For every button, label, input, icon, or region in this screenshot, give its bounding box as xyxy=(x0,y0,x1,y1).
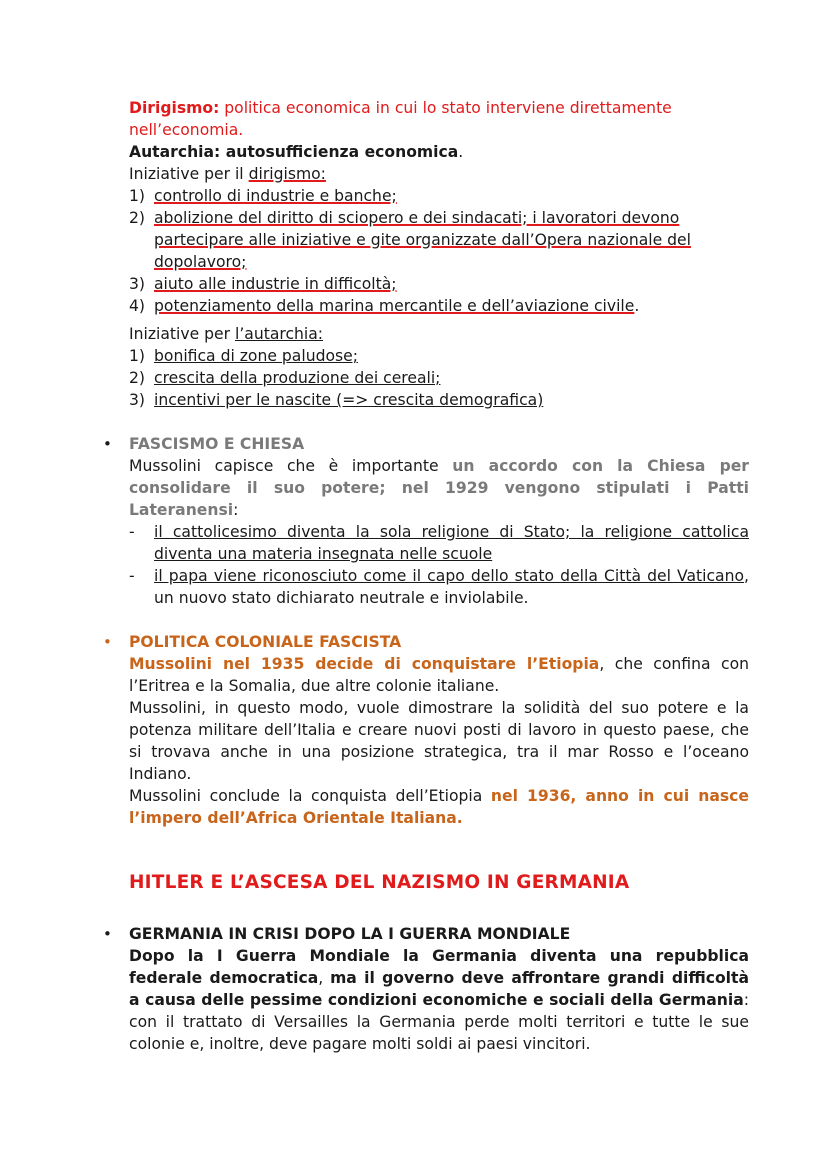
section-germania-crisi xyxy=(103,923,749,1055)
list-item: 4) potenziamento della marina mercantile e dell’aviazione civile. xyxy=(129,297,640,315)
section-paragraph: Mussolini conclude la conquista dell’Etiopia nel 1936, anno in cui nasce l’impero dell’Africa Orientale Italiana. xyxy=(129,787,749,827)
list-item: 2) abolizione del diritto di sciopero e dei sindacati; i lavoratori devono partecipare alle iniziative e gite organizzate dall’Opera nazionale del dopolavoro; xyxy=(129,209,691,271)
autarchia-definition: Autarchia: autosufficienza economica. xyxy=(129,143,464,161)
section-paragraph: Mussolini nel 1935 decide di conquistare l’Etiopia, che confina con l’Eritrea e la Somalia, due altre colonie italiane. xyxy=(129,655,749,695)
section-fascismo-chiesa xyxy=(103,433,749,609)
dirigismo-list xyxy=(129,185,749,317)
section-title: FASCISMO E CHIESA xyxy=(129,435,305,453)
list-item: 1) bonifica di zone paludose; xyxy=(129,347,358,365)
section-paragraph: Mussolini, in questo modo, vuole dimostrare la solidità del suo potere e la potenza militare dell’Italia e creare nuovi posti di lavoro in questo paese, che si trovava anche in una posizione strategica, tra il mar Rosso e l’oceano Indiano. xyxy=(129,699,749,783)
list-item: 1) controllo di industrie e banche; xyxy=(129,187,397,205)
section-title: GERMANIA IN CRISI DOPO LA I GUERRA MONDIALE xyxy=(129,925,571,943)
dirigismo-definition: Dirigismo: politica economica in cui lo stato interviene direttamente nell’economia. xyxy=(129,99,672,139)
dirigismo-intro: Iniziative per il dirigismo: xyxy=(129,165,326,183)
section-politica-coloniale xyxy=(103,631,749,829)
section-title: POLITICA COLONIALE FASCISTA xyxy=(129,633,402,651)
chapter-title: HITLER E L’ASCESA DEL NAZISMO IN GERMANIA xyxy=(129,872,630,893)
autarchia-intro: Iniziative per l’autarchia: xyxy=(129,325,324,343)
bullet-icon: • xyxy=(103,633,112,651)
section-paragraph: Mussolini capisce che è importante un accordo con la Chiesa per consolidare il suo potere; nel 1929 vengono stipulati i Patti Lateranensi: xyxy=(129,457,749,519)
chiesa-list xyxy=(129,521,749,609)
autarchia-list xyxy=(129,345,749,411)
bullet-icon: • xyxy=(103,925,112,943)
list-item: 3) incentivi per le nascite (=> crescita demografica) xyxy=(129,391,544,409)
list-item: 2) crescita della produzione dei cereali; xyxy=(129,369,441,387)
section-paragraph: Dopo la I Guerra Mondiale la Germania diventa una repubblica federale democratica, ma il governo deve affrontare grandi difficoltà a causa delle pessime condizioni economiche e sociali della Germania: con il trattato di Versailles la Germania perde molti territori e tutte le sue colonie e, inoltre, deve pagare molti soldi ai paesi vincitori. xyxy=(129,947,749,1053)
list-item: - il papa viene riconosciuto come il capo dello stato della Città del Vaticano, un nuovo stato dichiarato neutrale e inviolabile. xyxy=(129,567,749,607)
document-page xyxy=(103,97,749,1055)
bullet-icon: • xyxy=(103,435,112,453)
list-item: - il cattolicesimo diventa la sola religione di Stato; la religione cattolica diventa una materia insegnata nelle scuole xyxy=(129,523,749,563)
dirigismo-term: Dirigismo: xyxy=(129,99,220,117)
list-item: 3) aiuto alle industrie in difficoltà; xyxy=(129,275,397,293)
